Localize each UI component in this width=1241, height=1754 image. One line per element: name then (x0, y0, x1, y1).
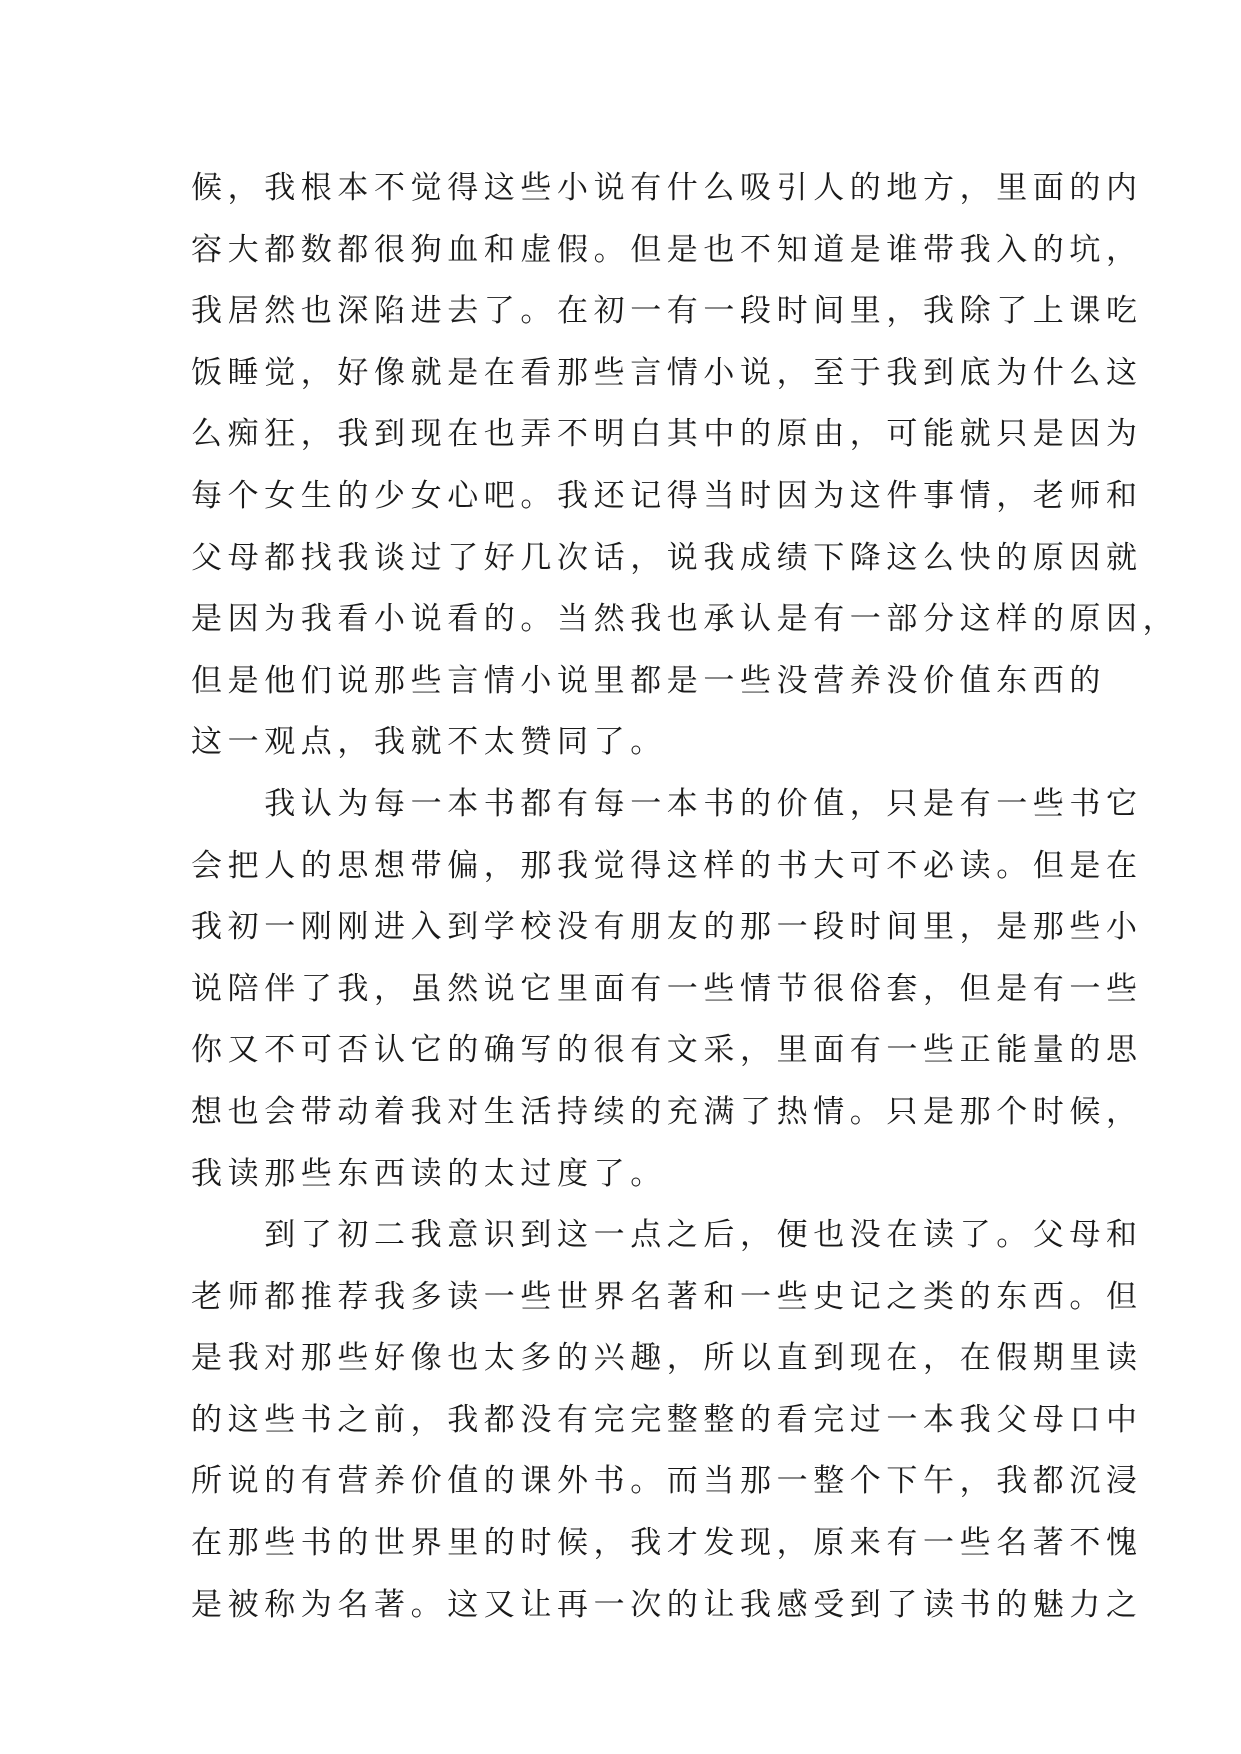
text-line: 是被称为名著。这又让再一次的让我感受到了读书的魅力之 (191, 1586, 1143, 1623)
text-line: 你又不可否认它的确写的很有文采，里面有一些正能量的思 (191, 1032, 1143, 1069)
text-line: 是我对那些好像也太多的兴趣，所以直到现在，在假期里读 (191, 1340, 1143, 1377)
text-line: 我初一刚刚进入到学校没有朋友的那一段时间里，是那些小 (191, 909, 1143, 946)
text-line: 这一观点，我就不太赞同了。 (191, 724, 667, 761)
text-line: 是因为我看小说看的。当然我也承认是有一部分这样的原因， (191, 601, 1180, 638)
text-line: 容大都数都很狗血和虚假。但是也不知道是谁带我入的坑， (191, 231, 1143, 268)
paragraph-start-line: 到了初二我意识到这一点之后，便也没在读了。父母和 (191, 1217, 1143, 1254)
text-line: 父母都找我谈过了好几次话，说我成绩下降这么快的原因就 (191, 539, 1143, 576)
text-line: 想也会带动着我对生活持续的充满了热情。只是那个时候， (191, 1093, 1143, 1130)
text-line: 所说的有营养价值的课外书。而当那一整个下午，我都沉浸 (191, 1463, 1143, 1500)
text-line: 会把人的思想带偏，那我觉得这样的书大可不必读。但是在 (191, 847, 1143, 884)
text-line: 说陪伴了我，虽然说它里面有一些情节很俗套，但是有一些 (191, 970, 1143, 1007)
text-line: 的这些书之前，我都没有完完整整的看完过一本我父母口中 (191, 1401, 1143, 1438)
text-line: 老师都推荐我多读一些世界名著和一些史记之类的东西。但 (191, 1278, 1143, 1315)
text-line: 每个女生的少女心吧。我还记得当时因为这件事情，老师和 (191, 477, 1143, 514)
text-line: 我读那些东西读的太过度了。 (191, 1155, 667, 1192)
text-line: 饭睡觉，好像就是在看那些言情小说，至于我到底为什么这 (191, 354, 1143, 391)
body-text (191, 158, 1180, 1636)
text-line: 我居然也深陷进去了。在初一有一段时间里，我除了上课吃 (191, 293, 1143, 330)
text-line: 但是他们说那些言情小说里都是一些没营养没价值东西的 (191, 662, 1106, 699)
text-line: 在那些书的世界里的时候，我才发现，原来有一些名著不愧 (191, 1525, 1143, 1562)
text-line: 候，我根本不觉得这些小说有什么吸引人的地方，里面的内 (191, 170, 1143, 206)
text-line: 么痴狂，我到现在也弄不明白其中的原由，可能就只是因为 (191, 416, 1143, 453)
paragraph-start-line: 我认为每一本书都有每一本书的价值，只是有一些书它 (191, 785, 1143, 822)
